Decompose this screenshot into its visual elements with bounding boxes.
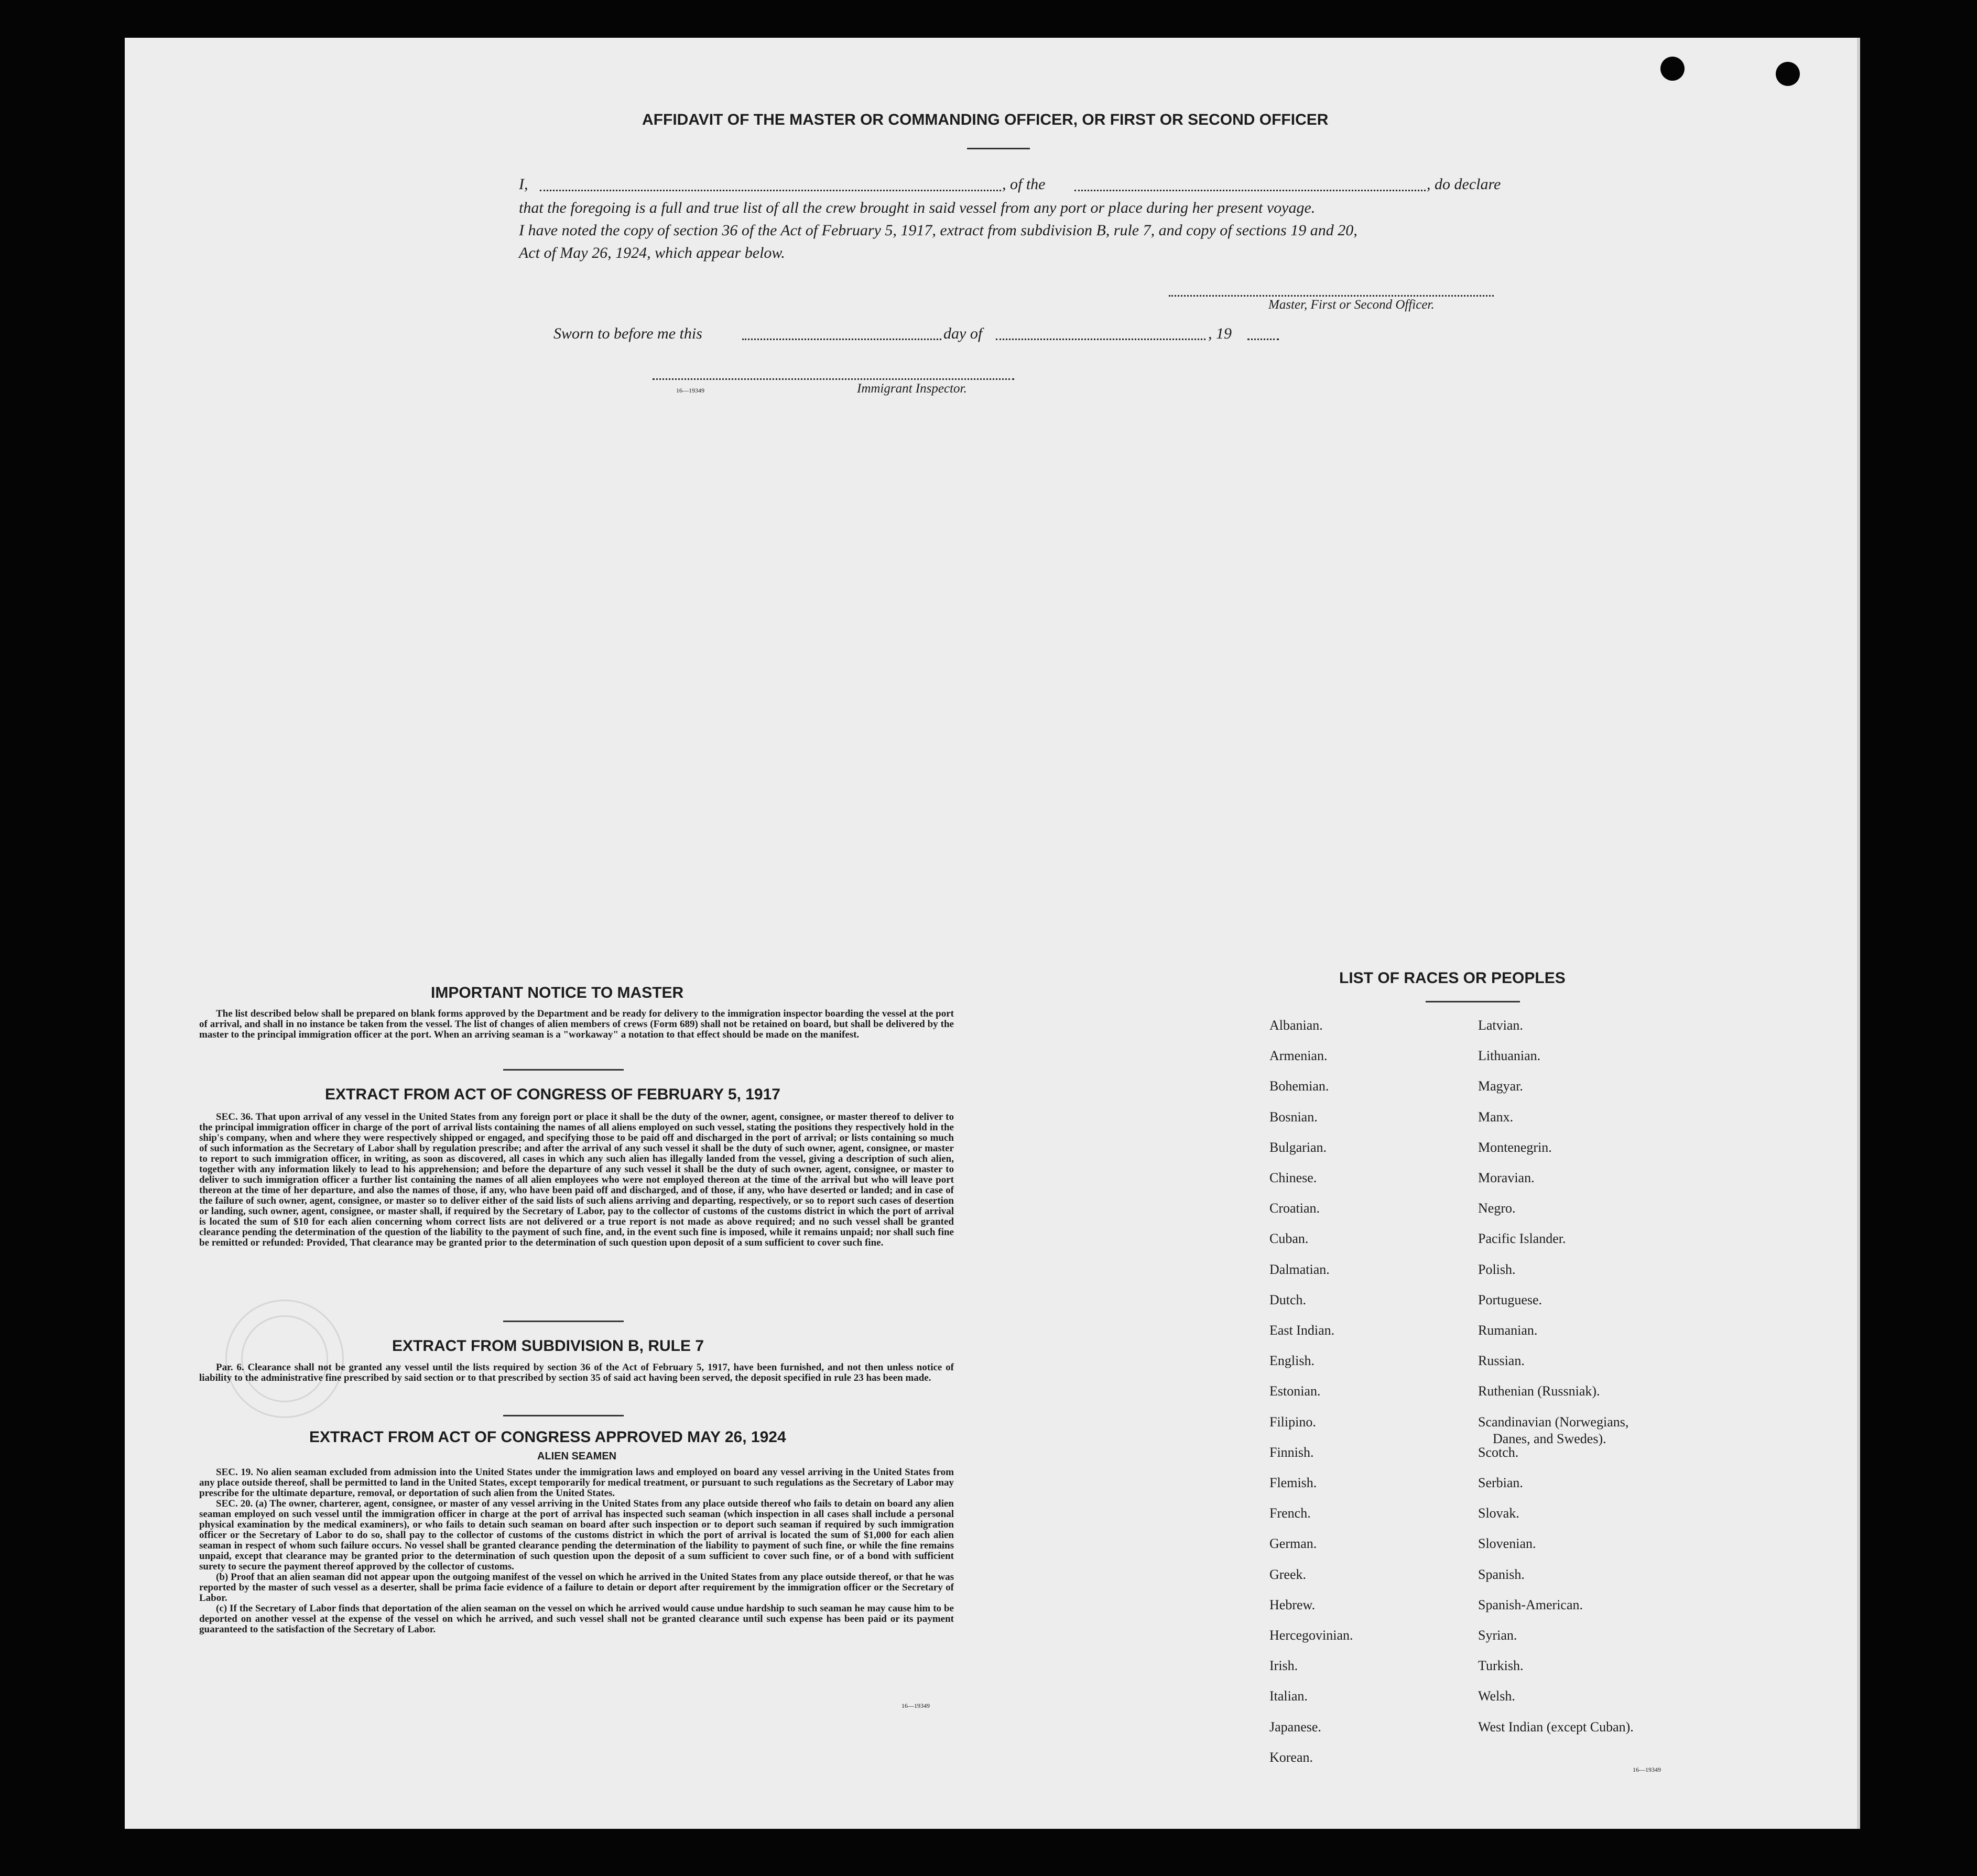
affidavit-title: AFFIDAVIT OF THE MASTER OR COMMANDING OFFICER, OR FIRST OR SECOND OFFICER <box>642 111 1329 128</box>
races-title: LIST OF RACES OR PEOPLES <box>1339 969 1566 987</box>
race-item: Irish. <box>1269 1658 1298 1674</box>
race-item: Slovak. <box>1478 1506 1519 1521</box>
declarant-label: I, <box>519 176 528 193</box>
master-signature-field[interactable] <box>1169 295 1494 297</box>
sworn-month-field[interactable] <box>996 339 1205 340</box>
extract-1924-title: EXTRACT FROM ACT OF CONGRESS APPROVED MAY 26, 1924 <box>309 1428 786 1446</box>
affidavit-line-3: I have noted the copy of section 36 of the Act of February 5, 1917, extract from subdivision B, rule 7, and copy of sections 19 and 20, <box>519 222 1357 239</box>
sworn-label: Sworn to before me this <box>553 325 702 342</box>
race-item: Ruthenian (Russniak). <box>1478 1383 1600 1399</box>
races-divider <box>1426 1001 1520 1002</box>
race-item: Filipino. <box>1269 1414 1316 1430</box>
race-item: English. <box>1269 1353 1315 1369</box>
race-item: Croatian. <box>1269 1201 1320 1216</box>
race-item: Latvian. <box>1478 1018 1523 1033</box>
race-item: Danes, and Swedes). <box>1493 1431 1606 1446</box>
race-item: Slovenian. <box>1478 1536 1536 1552</box>
inspector-label: Immigrant Inspector. <box>857 381 967 396</box>
race-item: West Indian (except Cuban). <box>1478 1719 1634 1735</box>
notice-title: IMPORTANT NOTICE TO MASTER <box>431 984 684 1001</box>
extract-1917-text <box>199 1112 954 1248</box>
race-item: Welsh. <box>1478 1688 1515 1704</box>
section-divider <box>503 1415 624 1416</box>
race-item: Portuguese. <box>1478 1292 1543 1307</box>
race-item: Italian. <box>1269 1688 1308 1704</box>
title-divider <box>967 148 1030 149</box>
extract-1917-title: EXTRACT FROM ACT OF CONGRESS OF FEBRUARY 5, 1917 <box>325 1086 780 1103</box>
punch-hole <box>1876 206 1900 231</box>
master-signature-label: Master, First or Second Officer. <box>1268 298 1435 312</box>
race-item: Pacific Islander. <box>1478 1231 1566 1247</box>
extract-rule7-title: EXTRACT FROM SUBDIVISION B, RULE 7 <box>392 1337 704 1355</box>
race-item: Montenegrin. <box>1478 1139 1552 1155</box>
extract-1924-text <box>199 1467 954 1635</box>
alien-seamen-subtitle: ALIEN SEAMEN <box>537 1450 617 1462</box>
sec-19-paragraph: SEC. 19. No alien seaman excluded from admission into the United States under the immigration laws and employed on board any vessel arriving in the United States from any place outside thereof, shall be permitted to land in the United States, except temporarily for medical treatment, or pursuant to such regulations as the Secretary of Labor may prescribe for the ultimate departure, removal, or deportation of such alien from the United States. <box>199 1467 954 1499</box>
affidavit-line-2: that the foregoing is a full and true list of all the crew brought in said vessel from any port or place during her present voyage. <box>519 199 1316 216</box>
sec-20c-paragraph: (c) If the Secretary of Labor finds that deportation of the alien seaman on the vessel on which he arrived would cause undue hardship to such seaman he may cause him to be deported on another vessel at the expense of the vessel on which he arrived, and such vessel shall not be granted clearance until such expense has been paid or its payment guaranteed to the satisfaction of the Secretary of Labor. <box>199 1603 954 1635</box>
race-item: Bulgarian. <box>1269 1139 1327 1155</box>
race-item: Rumanian. <box>1478 1323 1538 1338</box>
sec-20b-paragraph: (b) Proof that an alien seaman did not appear upon the outgoing manifest of the vessel on which he arrived in the United States from any place outside thereof, or that he was reported by the master of such vessel as a deserter, shall be prima facie evidence of a failure to detain or deport after requirement by the immigration officer or the Secretary of Labor. <box>199 1572 954 1604</box>
race-item: Magyar. <box>1478 1078 1523 1094</box>
race-item: Turkish. <box>1478 1658 1524 1674</box>
punch-hole <box>1876 1498 1900 1522</box>
punch-hole <box>1876 1591 1900 1615</box>
race-item: Bohemian. <box>1269 1078 1329 1094</box>
notice-text <box>199 1009 954 1040</box>
race-item: Japanese. <box>1269 1719 1321 1735</box>
race-item: Syrian. <box>1478 1628 1517 1643</box>
race-item: Armenian. <box>1269 1048 1328 1064</box>
race-item: German. <box>1269 1536 1317 1552</box>
race-item: Estonian. <box>1269 1383 1321 1399</box>
race-item: Polish. <box>1478 1261 1516 1277</box>
form-number: 16—19349 <box>676 387 704 394</box>
section-divider <box>503 1321 624 1322</box>
race-item: Dutch. <box>1269 1292 1307 1307</box>
vessel-label: , of the <box>1002 176 1046 193</box>
declarant-name-field[interactable] <box>540 190 1001 191</box>
race-item: Hebrew. <box>1269 1597 1316 1612</box>
race-item: Dalmatian. <box>1269 1261 1330 1277</box>
race-item: Spanish-American. <box>1478 1597 1583 1612</box>
race-item: Russian. <box>1478 1353 1525 1369</box>
punch-hole <box>1876 648 1900 672</box>
section-divider <box>503 1069 624 1071</box>
punch-hole <box>1876 1147 1900 1171</box>
notice-paragraph: The list described below shall be prepared on blank forms approved by the Department and be ready for delivery to the immigration inspector boarding the vessel at the port of arrival, and shall in no instance be taken from the vessel. The list of changes of alien members of crews (Form 689) shall not be retained on board, but shall be delivered by the master to the principal immigration officer at the port. When an arriving seaman is a "workaway" a notation to that effect should be made on the manifest. <box>199 1008 954 1040</box>
affidavit-line-4: Act of May 26, 1924, which appear below. <box>519 244 785 261</box>
inspector-signature-field[interactable] <box>653 378 1014 380</box>
embossed-seal <box>241 1315 328 1402</box>
race-item: Spanish. <box>1478 1566 1525 1582</box>
race-item: Cuban. <box>1269 1231 1309 1247</box>
race-item: Moravian. <box>1478 1170 1535 1185</box>
form-number: 16—19349 <box>1633 1766 1661 1773</box>
race-item: Flemish. <box>1269 1475 1317 1490</box>
form-number: 16—19349 <box>901 1702 930 1709</box>
race-item: Negro. <box>1478 1201 1516 1216</box>
sec-20a-paragraph: SEC. 20. (a) The owner, charterer, agent, consignee, or master of any vessel arriving in the United States from any place outside thereof who fails to detain on board any alien seaman employed on such vessel until the immigration officer in charge at the port of arrival has inspected such seaman (which inspection in all cases shall include a personal physical examination by the medical examiners), or who fails to detain such seaman on board after such inspection or to deport such seaman if required by such immigration officer or the Secretary of Labor to do so, shall pay to the collector of customs of the customs district in which the port of arrival is located the sum of $1,000 for each alien seaman in respect of whom such failure occurs. No vessel shall be granted clearance pending the determination of the liability to payment of such fine, or while the fine remains unpaid, except that clearance may be granted prior to the determination of such question upon the deposit of a sum sufficient to cover such fine, or of a bond with sufficient surety to secure the payment thereof approved by the collector of customs. <box>199 1498 954 1572</box>
race-item: Manx. <box>1478 1109 1514 1125</box>
punch-hole <box>1660 57 1685 81</box>
race-item: Greek. <box>1269 1566 1307 1582</box>
race-item: Albanian. <box>1269 1018 1323 1033</box>
extract-rule7-text <box>199 1362 954 1383</box>
punch-hole <box>1876 296 1900 320</box>
race-item: Scotch. <box>1478 1444 1519 1460</box>
race-item: Hercegovinian. <box>1269 1628 1353 1643</box>
day-of-label: day of <box>943 325 983 342</box>
vessel-name-field[interactable] <box>1074 190 1426 191</box>
race-item: French. <box>1269 1506 1311 1521</box>
race-item: Lithuanian. <box>1478 1048 1541 1064</box>
race-item: Finnish. <box>1269 1444 1314 1460</box>
race-item: East Indian. <box>1269 1323 1335 1338</box>
race-item: Chinese. <box>1269 1170 1317 1185</box>
race-item: Bosnian. <box>1269 1109 1318 1125</box>
race-item: Korean. <box>1269 1749 1313 1765</box>
par-6-paragraph: Par. 6. Clearance shall not be granted any vessel until the lists required by section 36 of the Act of February 5, 1917, have been furnished, and not then unless notice of liability to the administrative fine prescribed by said section or to that prescribed by section 35 of said act having been served, the deposit specified in rule 23 has been made. <box>199 1362 954 1383</box>
race-item: Serbian. <box>1478 1475 1523 1490</box>
sec-36-paragraph: SEC. 36. That upon arrival of any vessel in the United States from any foreign port or place it shall be the duty of the owner, agent, consignee, or master thereof to deliver to the principal immigration officer in charge of the port of arrival lists containing the names of all aliens employed on such vessel, stating the positions they respectively hold in the ship's company, when and where they were respectively shipped or engaged, and specifying those to be paid off and discharged in the port of arrival; or lists containing so much of such information as the Secretary of Labor shall by regulation prescribe; and after the arrival of any such vessel it shall be the duty of such owner, agent, consignee, or master to report to such immigration officer, in writing, as soon as discovered, all cases in which any such alien has illegally landed from the vessel, giving a description of such alien, together with any information likely to lead to his apprehension; and before the departure of any such vessel it shall be the duty of such owner, agent, consignee, or master to deliver to such immigration officer a further list containing the names of all alien employees who were not employed thereon at the time of the arrival but who will leave port thereon at the time of her departure, and also the names of those, if any, who have been paid off and discharged, and of those, if any, who have deserted or landed; and in case of the failure of such owner, agent, consignee, or master so to deliver either of the said lists of such aliens arriving and departing, respectively, or so to report such cases of desertion or landing, such owner, agent, consignee, or master shall, if required by the Secretary of Labor, pay to the collector of customs of the customs district in which the port of arrival is located the sum of $10 for each alien concerning whom correct lists are not delivered or a true report is not made as above required; and no such vessel shall be granted clearance pending the determination of the question of the liability to the payment of such fine, and, in the event such fine is imposed, while it remains unpaid; nor shall such fine be remitted or refunded: Provided, That clearance may be granted prior to the determination of such question upon deposit of a sum sufficient to cover such fine. <box>199 1111 954 1248</box>
punch-hole <box>1876 557 1900 581</box>
punch-hole <box>1776 62 1800 86</box>
sworn-year-field[interactable] <box>1247 339 1279 340</box>
sworn-day-field[interactable] <box>742 339 941 340</box>
declare-label: , do declare <box>1427 176 1501 193</box>
race-item: Scandinavian (Norwegians, <box>1478 1414 1629 1430</box>
year-label: , 19 <box>1208 325 1232 342</box>
punch-hole <box>1876 1235 1900 1259</box>
